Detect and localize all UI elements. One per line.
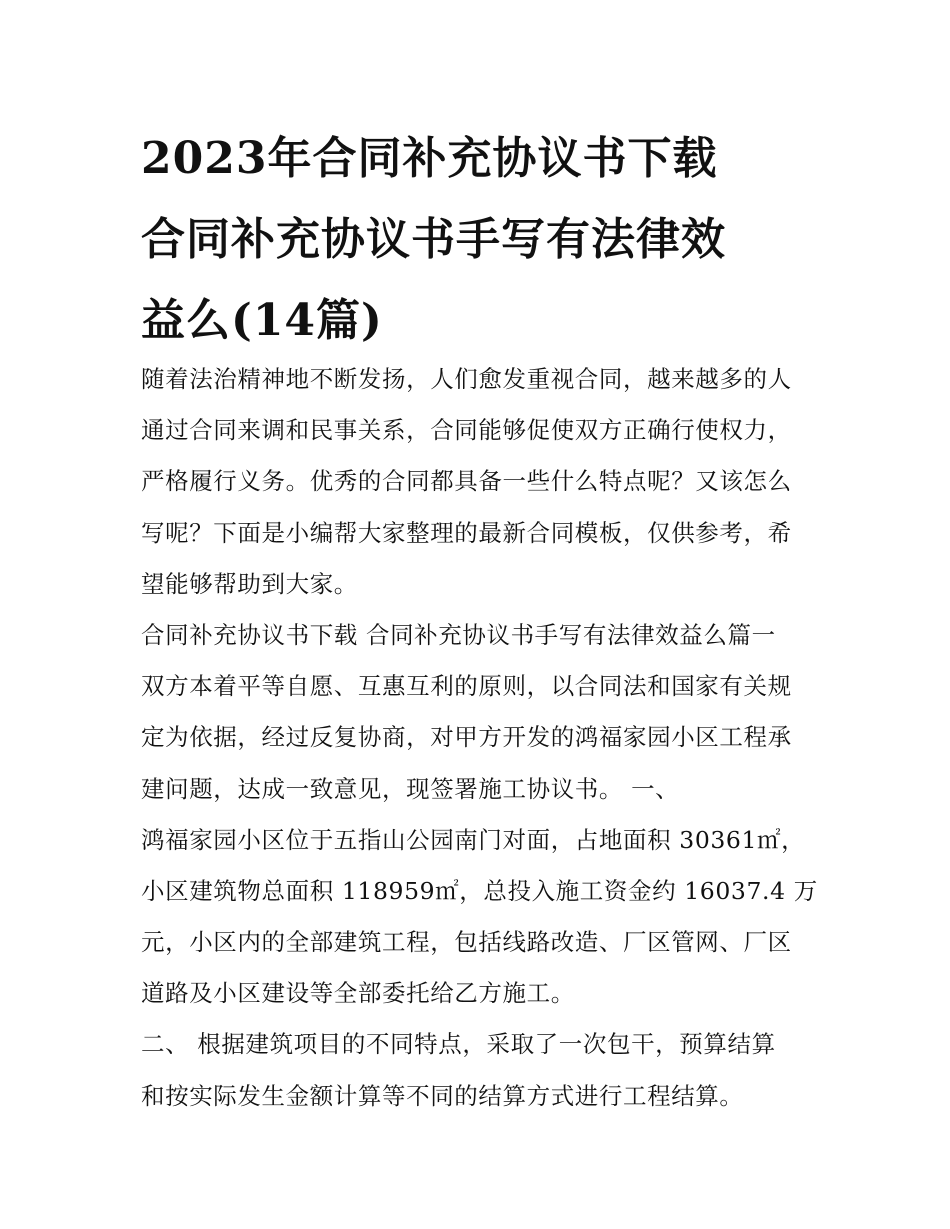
body-line: 双方本着平等自愿、互惠互利的原则，以合同法和国家有关规 (141, 672, 792, 701)
body-line: 元，小区内的全部建筑工程，包括线路改造、厂区管网、厂区 (141, 928, 792, 957)
title-line-1: 2023年合同补充协议书下载 (141, 133, 718, 184)
body-line: 随着法治精神地不断发扬，人们愈发重视合同，越来越多的人 (141, 365, 792, 393)
body-line: 小区建筑物总面积 118959㎡，总投入施工资金约 16037.4 万 (141, 876, 818, 905)
title-line-3: 益么(14篇) (141, 295, 383, 346)
body-line: 鸿福家园小区位于五指山公园南门对面，占地面积 30361㎡， (141, 825, 806, 854)
body-line: 严格履行义务。优秀的合同都具备一些什么特点呢？又该怎么 (141, 467, 792, 496)
body-line: 定为依据，经过反复协商，对甲方开发的鸿福家园小区工程承 (141, 723, 792, 752)
body-line: 写呢？下面是小编帮大家整理的最新合同模板，仅供参考，希 (141, 518, 792, 547)
body-line: 望能够帮助到大家。 (141, 569, 358, 598)
body-line: 道路及小区建设等全部委托给乙方施工。 (141, 979, 575, 1008)
body-line: 建问题，达成一致意见，现签署施工协议书。 一、 (141, 774, 680, 803)
document-title (141, 118, 821, 361)
body-line: 二、 根据建筑项目的不同特点，采取了一次包干，预算结算 (141, 1030, 776, 1059)
body-line: 通过合同来调和民事关系，合同能够促使双方正确行使权力， (141, 416, 792, 445)
title-line-2: 合同补充协议书手写有法律效 (141, 214, 726, 265)
document-body (141, 354, 821, 1122)
body-line: 和按实际发生金额计算等不同的结算方式进行工程结算。 (141, 1081, 744, 1110)
section-heading-line: 合同补充协议书下载 合同补充协议书手写有法律效益么篇一 (141, 620, 776, 649)
